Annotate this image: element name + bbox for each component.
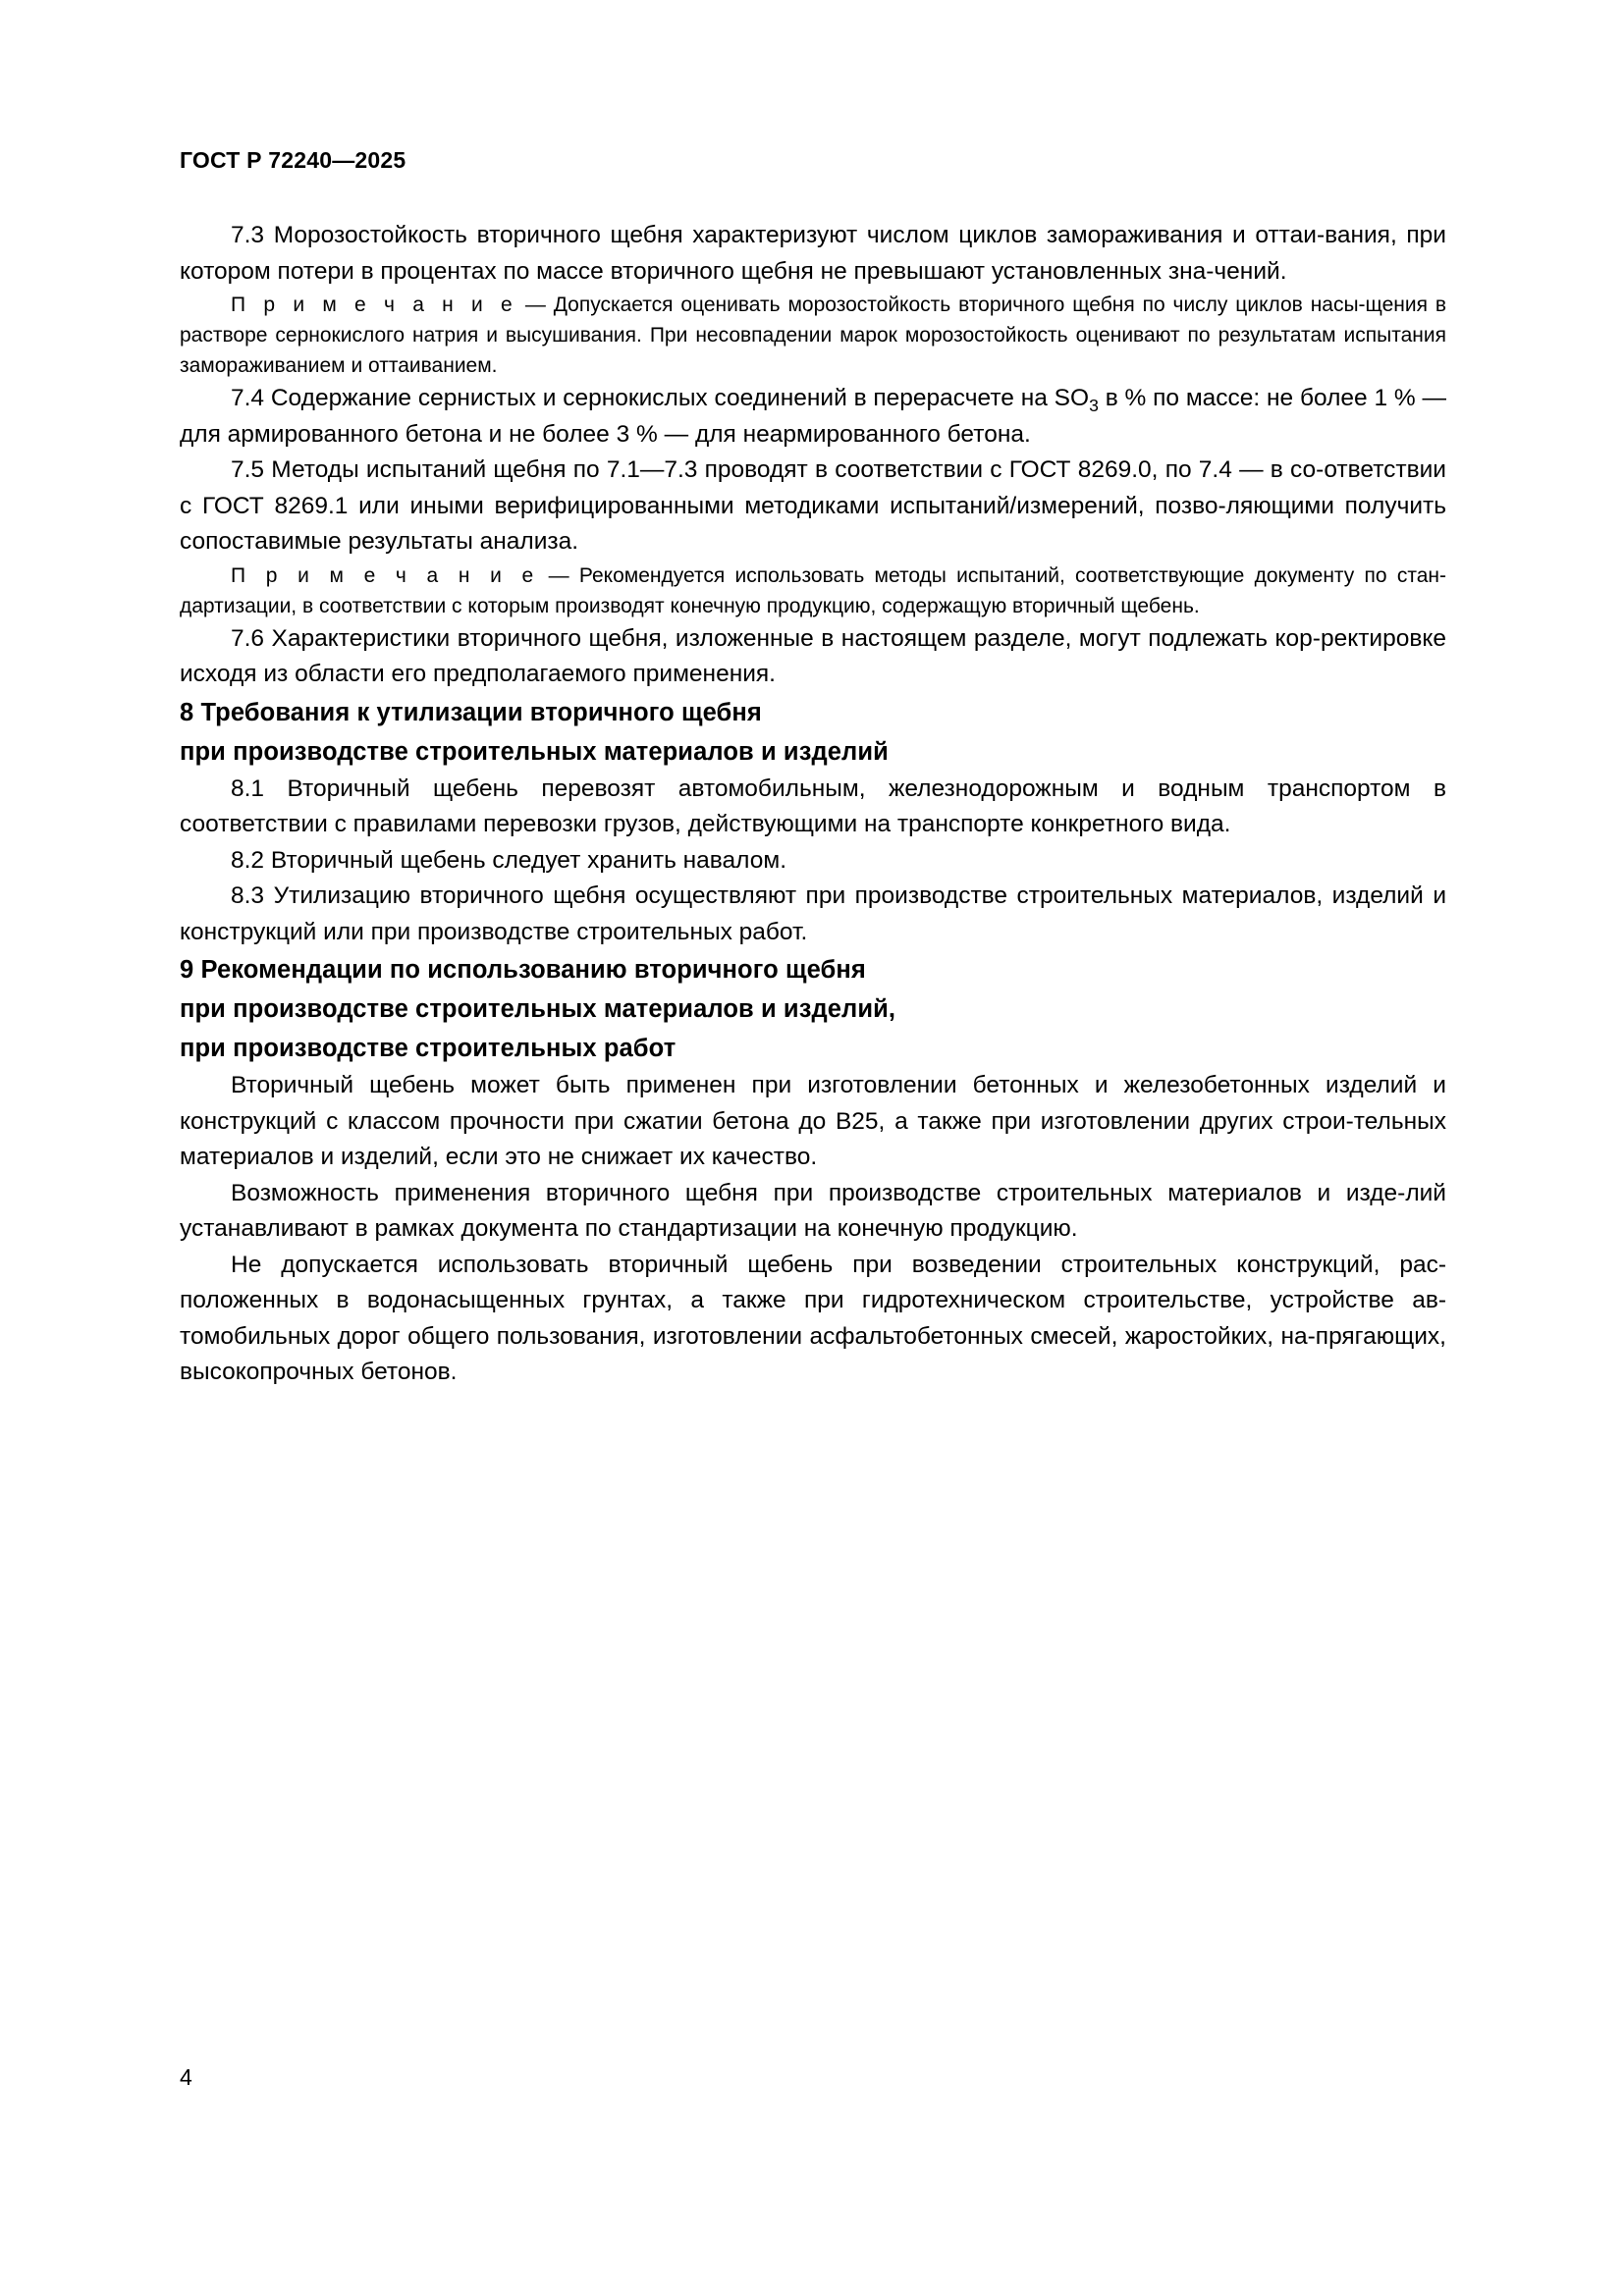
section-heading-9-line-3: при производстве строительных работ <box>180 1035 677 1062</box>
paragraph-7-4 <box>180 381 1446 453</box>
page-content <box>180 218 1446 1391</box>
section-heading-8-line-2: при производстве строительных материалов и изделий <box>180 737 889 766</box>
note-1-text: — Допускается оценивать морозостойкость вторичного щебня по числу циклов насы-щения в растворе сернокислого натрия и высушивания. При несовпадении марок морозостойкость оценивают по результатам испытания замораживанием и оттаиванием. <box>180 294 1447 377</box>
section-heading-8 <box>180 693 1446 772</box>
note-2 <box>180 561 1446 621</box>
paragraph-7-3: 7.3 Морозостойкость вторичного щебня характеризуют числом циклов замораживания и оттаи-вания, при котором потери в процентах по массе вторичного щебня не превышают установленных зна-чений. <box>180 222 1446 285</box>
paragraph-7-4-part2: в % по массе: не более 1 % — для армированного бетона и не более 3 % — для неармированного бетона. <box>180 385 1446 448</box>
note-2-text: — Рекомендуется использовать методы испытаний, соответствующие документу по стан-дартизации, в соответствии с которым производят конечную продукцию, содержащую вторичный щебень. <box>180 563 1446 617</box>
note-1 <box>180 290 1446 381</box>
paragraph-9-2: Возможность применения вторичного щебня при производстве строительных материалов и изде-лий устанавливают в рамках документа по стандартизации на конечную продукцию. <box>180 1179 1446 1242</box>
section-heading-9 <box>180 950 1446 1068</box>
paragraph-8-3: 8.3 Утилизацию вторичного щебня осуществляют при производстве строительных материалов, изделий и конструкций или при производстве строительных работ. <box>180 882 1446 945</box>
section-heading-8-line-1: 8 Требования к утилизации вторичного щебня <box>180 698 762 726</box>
note-1-label: П р и м е ч а н и е <box>231 294 517 316</box>
paragraph-9-3: Не допускается использовать вторичный щебень при возведении строительных конструкций, рас-положенных в водонасыщенных грунтах, а также при гидротехническом строительстве, устройстве ав-томобильных дорог общего пользования, изготовлении асфальтобетонных смесей, жаростойких, на-прягающих, высокопрочных бетонов. <box>180 1251 1446 1385</box>
paragraph-9-1: Вторичный щебень может быть применен при изготовлении бетонных и железобетонных изделий и конструкций с классом прочности при сжатии бетона до В25, а также при изготовлении других строи-тельных материалов и изделий, если это не снижает их качество. <box>180 1072 1446 1170</box>
document-header-standard-number: ГОСТ Р 72240—2025 <box>180 147 406 173</box>
note-2-label: П р и м е ч а н и е <box>231 563 539 587</box>
paragraph-8-2: 8.2 Вторичный щебень следует хранить навалом. <box>231 846 787 874</box>
paragraph-7-6: 7.6 Характеристики вторичного щебня, изложенные в настоящем разделе, могут подлежать кор-ректировке исходя из области его предполагаемого применения. <box>180 624 1446 687</box>
paragraph-7-5: 7.5 Методы испытаний щебня по 7.1—7.3 проводят в соответствии с ГОСТ 8269.0, по 7.4 — в со-ответствии с ГОСТ 8269.1 или иными верифицированными методиками испытаний/измерений, позво-ляющими получить сопоставимые результаты анализа. <box>180 456 1446 555</box>
section-heading-9-line-2: при производстве строительных материалов и изделий, <box>180 995 896 1023</box>
paragraph-7-4-part1: 7.4 Содержание сернистых и сернокислых соединений в перерасчете на SO <box>231 385 1090 411</box>
page-number: 4 <box>180 2064 192 2090</box>
so3-subscript: 3 <box>1089 395 1099 415</box>
paragraph-8-1: 8.1 Вторичный щебень перевозят автомобильным, железнодорожным и водным транспортом в соответствии с правилами перевозки грузов, действующими на транспорте конкретного вида. <box>180 774 1446 837</box>
section-heading-9-line-1: 9 Рекомендации по использованию вторичного щебня <box>180 956 866 984</box>
